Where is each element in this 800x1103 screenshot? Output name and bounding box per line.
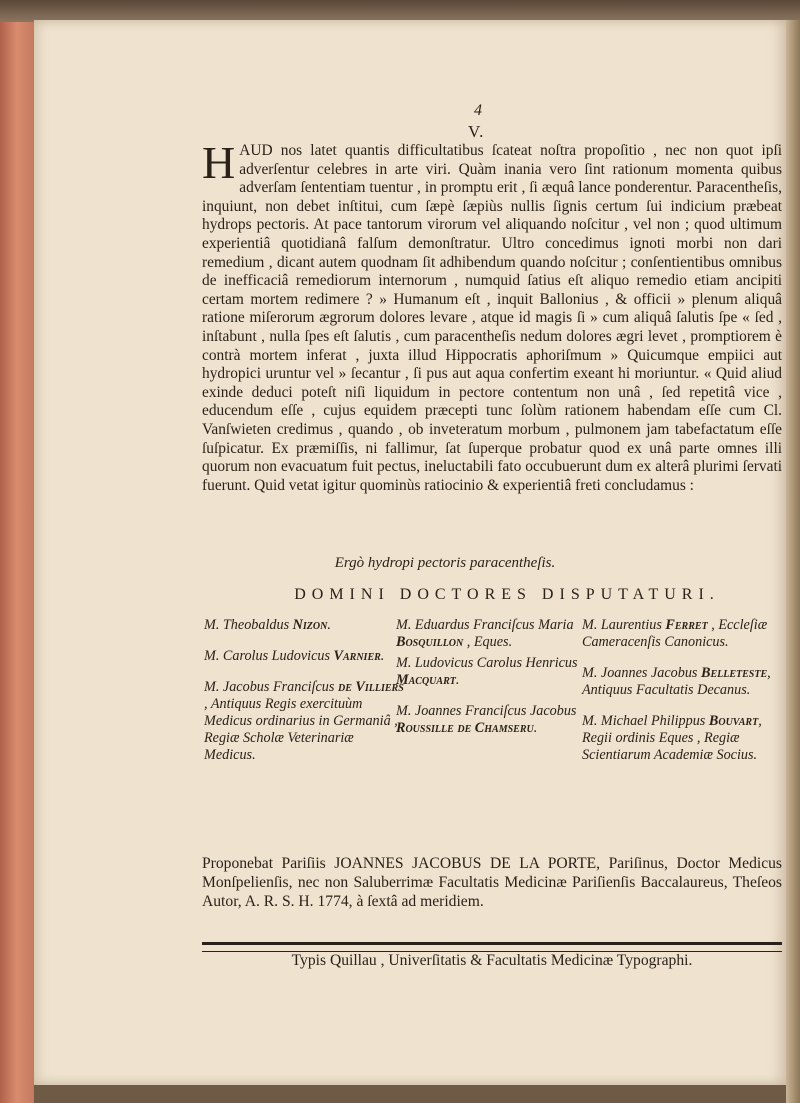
page-right-edge bbox=[786, 20, 800, 1103]
doctor-entry: M. Carolus Ludovicus Varnier. bbox=[204, 648, 385, 664]
book-page bbox=[34, 20, 786, 1085]
page-number: 4 bbox=[474, 102, 482, 119]
double-rule-divider bbox=[202, 942, 782, 952]
doctors-heading: DOMINI DOCTORES DISPUTATURI. bbox=[294, 586, 720, 603]
doctors-column-1 bbox=[204, 617, 404, 778]
main-paragraph bbox=[202, 137, 782, 495]
paragraph-text: AUD nos latet quantis difficultatibus ſcateat noſtra propoſitio , nec non quot ipſi adverſentur celebres in arte viri. Quàm inania vero ſint rationum momenta quibus adverſam ſententiam tuentur , in promptu erit , ſi æquâ lance ponderentur. Paracentheſis, inquiunt, non debet inſtitui, cum ſæpè ſæpiùs nullis ſignis certum ſui indicium præbeat hydrops pectoris. At pace tantorum virorum vel aliquando noſcitur , vel non ; quod ultimum experientiâ quotidianâ falſum demonſtratur. Ultro concedimus ignoti morbi non dari remedium , dicant autem quodnam ſit adhibendum quando noſcitur ; conſentientibus omnibus de inefficaciâ remediorum internorum , numquid ſatius eſt aliquo remedio etiam ancipiti certam mortem redimere ? » Humanum eſt , inquit Ballonius , & officii » plenum aliquâ ratione miſerorum ægrorum dolores levare , atque id magis ſi » cum aliquâ ſalutis ſpe « ſed , inſtabunt , nulla ſpes eſt ſalutis , cum paracentheſis nedum dolores ægri levet , promptiorem è contrà mortem inferat , juxta illud Hippocratis aphoriſmum » Quicumque empiici aut hydropici uruntur vel » ſecantur , ſi pus aut aqua confertim exeant hi moriuntur. « Quid aliud exinde deduci poteſt niſi liquidum in pectore contentum non unâ , ſed repetitâ vice , educendum eſſe , cujus equidem præcepti tunc ſolùm rationem habendam eſſe cum Cl. Vanſwieten credimus , quando , ob inveteratum morbum , pulmonem jam tabefactatum eſſe ſuſpicatur. Ex præmiſſis, ni fallimur, ſat ſuperque probatur quod ex unâ parte omnes illi quorum non evacuatum fuit pectus, ineluctabili fato occubuerunt dum ex alterâ plurimi ſervati fuerunt. Quid vetat igitur quominùs ratiocinio & experientiâ freti concludamus : bbox=[202, 142, 782, 494]
doctor-entry: M. Theobaldus Nizon. bbox=[204, 617, 331, 633]
section-number: V. bbox=[468, 122, 485, 141]
book-binding bbox=[0, 22, 34, 1103]
doctor-entry: M. Laurentius Ferret , Eccleſiæ Cameracenſis Canonicus. bbox=[582, 617, 768, 650]
drop-cap: H bbox=[202, 137, 236, 188]
doctors-column-2 bbox=[396, 617, 586, 751]
page-content bbox=[34, 20, 786, 1085]
doctor-entry: M. Jacobus Franciſcus de Villiers , Antiquus Regis exercituùm Medicus ordinarius in Germaniâ , Regiæ Scholæ Veterinariæ Medicus. bbox=[204, 679, 404, 763]
printer-imprint: Typis Quillau , Univerſitatis & Facultatis Medicinæ Typographi. bbox=[291, 952, 693, 969]
doctors-column-3 bbox=[582, 617, 782, 778]
book-top-edge bbox=[0, 0, 800, 22]
doctor-entry: M. Joannes Jacobus Belleteste, Antiquus Facultatis Decanus. bbox=[582, 665, 771, 698]
doctor-entry: M. Eduardus Franciſcus Maria Bosquillon , Eques. bbox=[396, 617, 574, 650]
conclusion-line: Ergò hydropi pectoris paracentheſis. bbox=[334, 555, 556, 571]
doctor-entry: M. Joannes Franciſcus Jacobus Roussille de Chamseru. bbox=[396, 703, 577, 736]
doctor-entry: M. Ludovicus Carolus Henricus Macquart. bbox=[396, 655, 578, 688]
doctor-entry: M. Michael Philippus Bouvart, Regii ordinis Eques , Regiæ Scientiarum Academiæ Socius. bbox=[582, 713, 762, 763]
proponebat-paragraph: Proponebat Pariſiis JOANNES JACOBUS DE LA PORTE, Pariſinus, Doctor Medicus Monſpelienſis, nec non Saluberrimæ Facultatis Medicinæ Pariſienſis Baccalaureus, Theſeos Autor, A. R. S. H. 1774, à ſextâ ad meridiem. bbox=[202, 855, 782, 910]
